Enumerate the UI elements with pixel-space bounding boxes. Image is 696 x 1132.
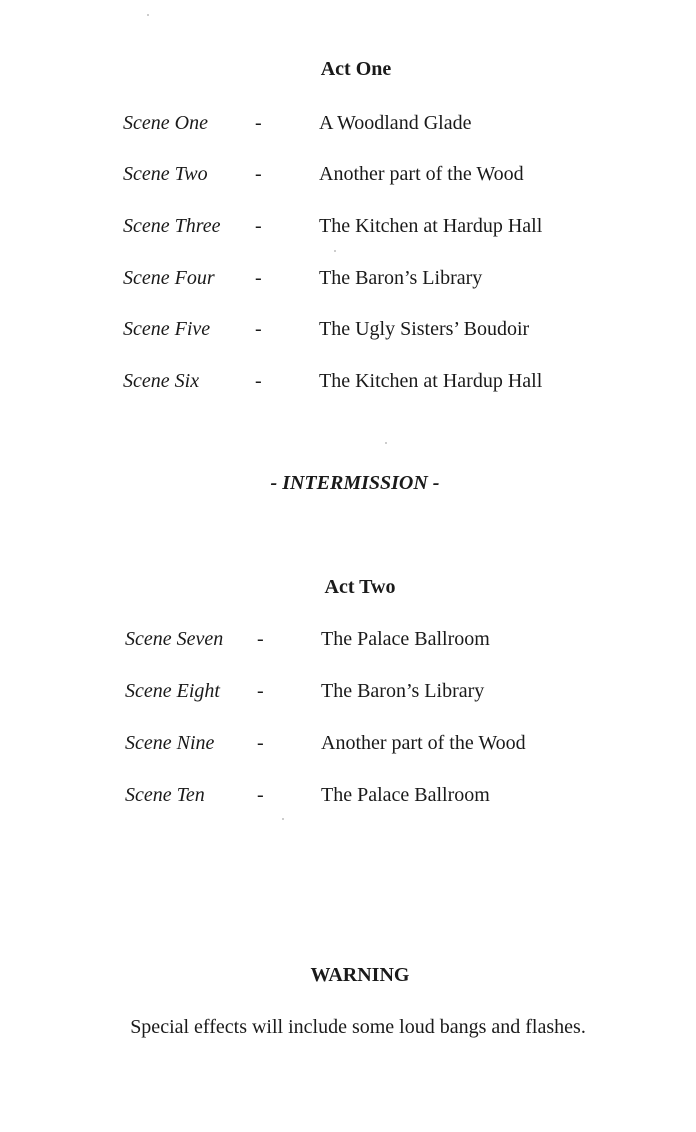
paper-speck <box>147 14 149 16</box>
scene-name: Scene Two <box>123 163 208 185</box>
act-two-scene-row <box>125 680 696 710</box>
scene-name: Scene Three <box>123 215 221 237</box>
scene-name: Scene Ten <box>125 784 205 806</box>
act-one-scene-row <box>123 215 696 245</box>
paper-speck <box>282 818 284 820</box>
scene-location: The Kitchen at Hardup Hall <box>319 370 543 392</box>
warning-text: Special effects will include some loud bangs and flashes. <box>130 1016 586 1038</box>
act-one-scene-row <box>123 267 696 297</box>
act-two-scene-row <box>125 732 696 762</box>
scene-location: Another part of the Wood <box>321 732 526 754</box>
intermission-heading: - INTERMISSION - <box>270 472 440 494</box>
act-two-scene-row <box>125 784 696 814</box>
scene-location: The Ugly Sisters’ Boudoir <box>319 318 530 340</box>
paper-speck <box>385 442 387 444</box>
scene-dash: - <box>257 784 264 806</box>
act-two-scene-row <box>125 628 696 658</box>
scene-dash: - <box>257 732 264 754</box>
scene-location: Another part of the Wood <box>319 163 524 185</box>
scene-dash: - <box>255 163 262 185</box>
scene-dash: - <box>257 628 264 650</box>
scene-name: Scene One <box>123 112 208 134</box>
paper-speck <box>334 250 336 252</box>
scene-location: The Palace Ballroom <box>321 628 490 650</box>
scene-dash: - <box>255 318 262 340</box>
act-one-scene-row <box>123 318 696 348</box>
scene-location: The Baron’s Library <box>319 267 483 289</box>
scene-dash: - <box>255 215 262 237</box>
scene-dash: - <box>255 267 262 289</box>
scene-location: A Woodland Glade <box>319 112 472 134</box>
scene-name: Scene Four <box>123 267 215 289</box>
scene-dash: - <box>255 370 262 392</box>
scene-dash: - <box>257 680 264 702</box>
act-one-title: Act One <box>320 58 392 80</box>
act-one-scene-row <box>123 370 696 400</box>
scene-name: Scene Five <box>123 318 211 340</box>
scene-name: Scene Six <box>123 370 200 392</box>
scene-location: The Kitchen at Hardup Hall <box>319 215 543 237</box>
act-two-title: Act Two <box>324 576 396 598</box>
scene-name: Scene Seven <box>125 628 224 650</box>
act-one-scene-row <box>123 112 696 142</box>
scene-name: Scene Nine <box>125 732 215 754</box>
scene-location: The Baron’s Library <box>321 680 485 702</box>
scene-name: Scene Eight <box>125 680 220 702</box>
warning-title: WARNING <box>310 964 410 986</box>
scene-dash: - <box>255 112 262 134</box>
act-one-scene-row <box>123 163 696 193</box>
scene-location: The Palace Ballroom <box>321 784 490 806</box>
